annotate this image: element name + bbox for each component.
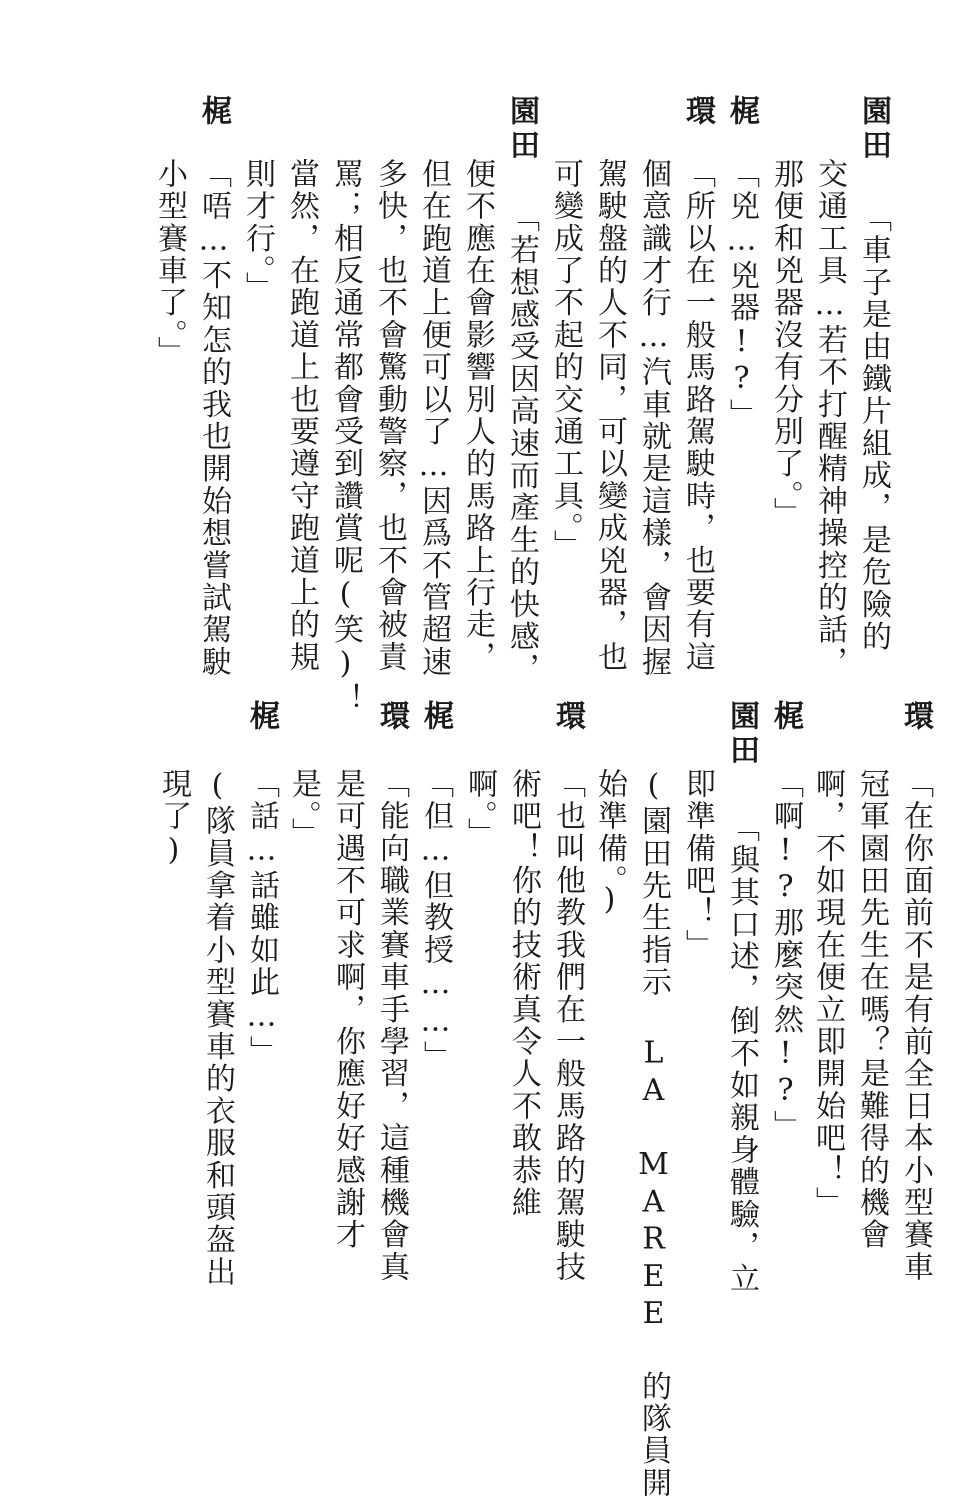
dialogue-line: 「若想感受因高速而產生的快感， xyxy=(504,202,539,685)
dialogue-line: 是可遇不可求啊，你應好好感謝才 xyxy=(330,768,365,1251)
stage-direction: 現了) xyxy=(156,768,191,870)
speaker-label: 梶 xyxy=(418,700,453,734)
stage-direction: 始準備。) xyxy=(592,768,627,919)
dialogue-line: 「啊!?那麼突然!?」 xyxy=(768,768,803,1143)
dialogue-line: 啊，不如現在便立即開始吧！」 xyxy=(810,768,845,1219)
dialogue-line: 當然，在跑道上也要遵守跑道上的規 xyxy=(284,158,319,674)
speaker-label: 環 xyxy=(898,700,933,734)
speaker-label: 園田 xyxy=(856,95,891,163)
dialogue-line: 駕駛盤的人不同，可以變成兇器，也 xyxy=(592,158,627,674)
dialogue-line: 「但…但教授……」 xyxy=(418,768,453,1073)
speaker-label: 梶 xyxy=(244,700,279,734)
dialogue-line: 「也叫他教我們在一般馬路的駕駛技 xyxy=(550,768,585,1284)
speaker-label: 園田 xyxy=(504,95,539,163)
dialogue-line: 「兇…兇器!?」 xyxy=(724,158,759,431)
dialogue-line: 「與其口述，倒不如親身體驗，立 xyxy=(724,812,759,1295)
dialogue-line: 「話…話雖如此…」 xyxy=(244,768,279,1068)
dialogue-line: 多快，也不會驚動警察，也不會被責 xyxy=(372,158,407,674)
speaker-label: 環 xyxy=(550,700,585,734)
stage-direction: (園田先生指示 LA MAREE 的隊員開 xyxy=(636,768,671,1499)
dialogue-line: 個意識才行…汽車就是這樣，會因握 xyxy=(636,158,671,679)
speaker-label: 梶 xyxy=(768,700,803,734)
speaker-label: 環 xyxy=(374,700,409,734)
dialogue-line: 但在跑道上便可以了…因爲不管超速 xyxy=(416,158,451,679)
dialogue-line: 小型賽車了。」 xyxy=(152,158,187,369)
dialogue-line: 交通工具…若不打醒精神操控的話， xyxy=(812,158,847,679)
dialogue-line: 罵；相反通常都會受到讚賞呢(笑)！ xyxy=(328,158,363,716)
dialogue-line: 那便和兇器沒有分別了。」 xyxy=(768,158,803,530)
dialogue-line: 可變成了不起的交通工具。」 xyxy=(548,158,583,562)
dialogue-line: 即準備吧！」 xyxy=(680,768,715,962)
dialogue-line: 「所以在一般馬路駕駛時，也要有這 xyxy=(680,158,715,674)
speaker-label: 梶 xyxy=(724,95,759,129)
dialogue-line: 「唔…不知怎的我也開始想嘗試駕駛 xyxy=(196,158,231,679)
speaker-label: 梶 xyxy=(196,95,231,129)
dialogue-line: 則才行。」 xyxy=(240,158,275,304)
dialogue-line: 「在你面前不是有前全日本小型賽車 xyxy=(898,768,933,1284)
dialogue-line: 「車子是由鐵片組成，是危險的 xyxy=(856,202,891,653)
dialogue-line: 便不應在會影響別人的馬路上行走， xyxy=(460,158,495,674)
speaker-label: 環 xyxy=(680,95,715,129)
dialogue-line: 「能向職業賽車手學習，這種機會真 xyxy=(374,768,409,1284)
dialogue-line: 是。」 xyxy=(286,768,321,850)
dialogue-line: 啊。」 xyxy=(462,768,497,850)
dialogue-line: 冠軍園田先生在嗎？是難得的機會 xyxy=(854,768,889,1251)
dialogue-line: 術吧！你的技術真令人不敢恭維 xyxy=(506,768,541,1219)
stage-direction: (隊員拿着小型賽車的衣服和頭盔出 xyxy=(200,768,235,1289)
speaker-label: 園田 xyxy=(724,700,759,768)
